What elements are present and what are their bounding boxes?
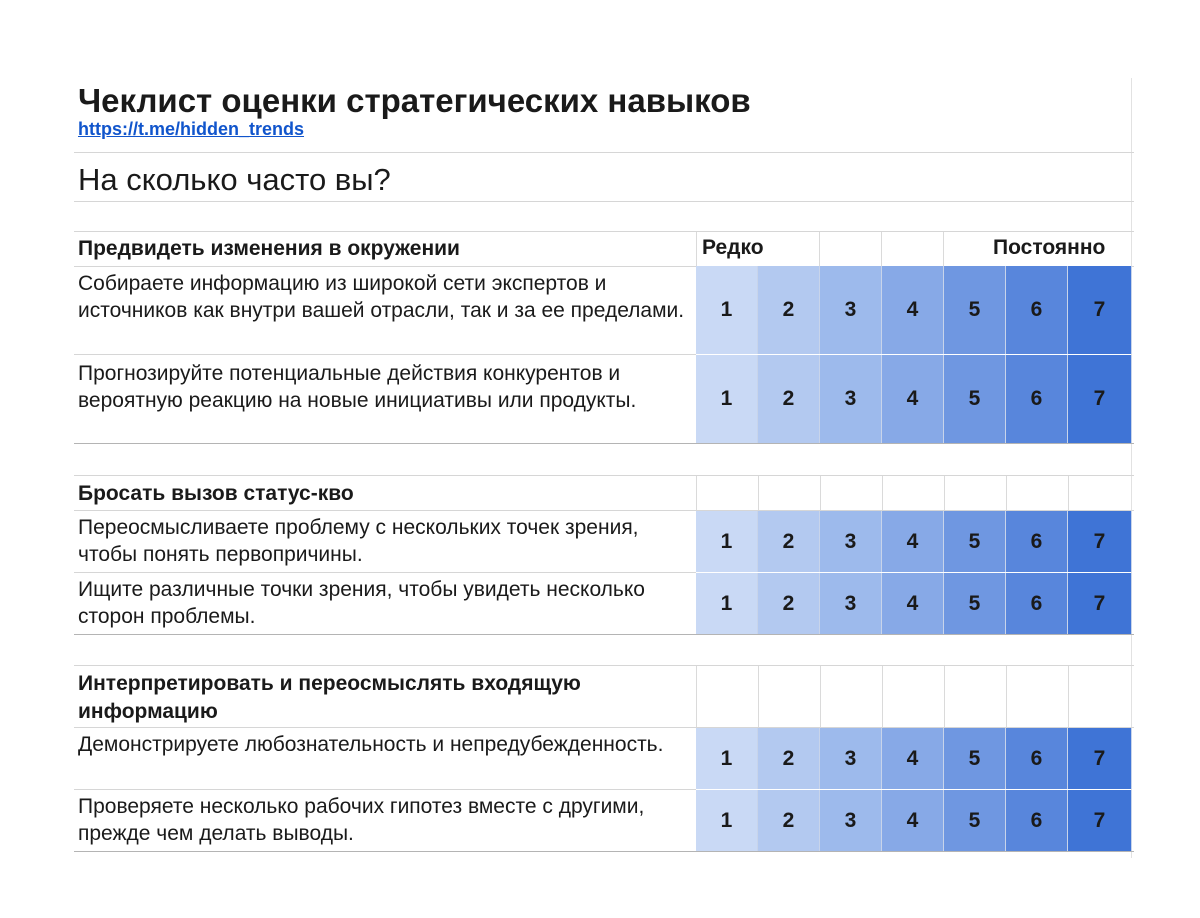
divider: [74, 152, 1134, 153]
rating-option-3[interactable]: 3: [820, 355, 882, 443]
header-cell: [882, 476, 944, 510]
rating-option-5[interactable]: 5: [944, 355, 1006, 443]
section-title: Интерпретировать и переосмыслять входящую информацию: [78, 672, 581, 723]
header-cell: [1068, 476, 1130, 510]
header-cell: [758, 666, 820, 727]
rating-option-7[interactable]: 7: [1068, 511, 1132, 572]
rating-option-2[interactable]: 2: [758, 573, 820, 634]
rating-option-1[interactable]: 1: [696, 790, 758, 851]
header-cell: [820, 476, 882, 510]
item-text: Ищите различные точки зрения, чтобы увидеть несколько сторон проблемы.: [78, 578, 645, 628]
rating-option-1[interactable]: 1: [696, 511, 758, 572]
rating-option-6[interactable]: 6: [1006, 266, 1068, 354]
rating-option-1[interactable]: 1: [696, 355, 758, 443]
divider: [74, 443, 1134, 444]
rating-option-7[interactable]: 7: [1068, 266, 1132, 354]
item-text: Прогнозируйте потенциальные действия конкурентов и вероятную реакцию на новые инициативы или продукты.: [78, 362, 637, 412]
item-text: Переосмысливаете проблему с нескольких точек зрения, чтобы понять первопричины.: [78, 516, 639, 566]
header-cell: [1006, 666, 1068, 727]
rating-option-4[interactable]: 4: [882, 355, 944, 443]
divider: [74, 789, 696, 790]
rating-option-3[interactable]: 3: [820, 573, 882, 634]
rating-option-5[interactable]: 5: [944, 266, 1006, 354]
section-title: Бросать вызов статус-кво: [78, 482, 354, 505]
section-title: Предвидеть изменения в окружении: [78, 237, 460, 260]
header-cell: [944, 666, 1006, 727]
rating-option-1[interactable]: 1: [696, 266, 758, 354]
scale-high-label: Постоянно: [993, 236, 1106, 259]
rating-option-1[interactable]: 1: [696, 573, 758, 634]
divider: [74, 354, 696, 355]
rating-option-6[interactable]: 6: [1006, 573, 1068, 634]
header-cell: [696, 666, 758, 727]
rating-option-4[interactable]: 4: [882, 511, 944, 572]
rating-option-4[interactable]: 4: [882, 790, 944, 851]
rating-option-3[interactable]: 3: [820, 790, 882, 851]
rating-option-4[interactable]: 4: [882, 728, 944, 789]
header-cell: [881, 232, 943, 266]
rating-option-3[interactable]: 3: [820, 511, 882, 572]
rating-option-2[interactable]: 2: [758, 790, 820, 851]
rating-option-4[interactable]: 4: [882, 266, 944, 354]
question-heading: На сколько часто вы?: [78, 162, 391, 197]
item-text: Собираете информацию из широкой сети экспертов и источников как внутри вашей отрасли, так и за ее пределами.: [78, 272, 685, 322]
rating-option-1[interactable]: 1: [696, 728, 758, 789]
header-cell: [1006, 476, 1068, 510]
rating-option-7[interactable]: 7: [1068, 728, 1132, 789]
channel-link[interactable]: https://t.me/hidden_trends: [78, 119, 305, 139]
rating-option-6[interactable]: 6: [1006, 790, 1068, 851]
rating-option-5[interactable]: 5: [944, 511, 1006, 572]
item-text: Проверяете несколько рабочих гипотез вместе с другими, прежде чем делать выводы.: [78, 795, 645, 845]
rating-option-3[interactable]: 3: [820, 728, 882, 789]
header-cell: [696, 476, 758, 510]
scale-low-label: Редко: [702, 236, 764, 259]
header-cell: [819, 232, 881, 266]
rating-option-6[interactable]: 6: [1006, 511, 1068, 572]
rating-option-5[interactable]: 5: [944, 573, 1006, 634]
divider: [74, 634, 1134, 635]
rating-option-7[interactable]: 7: [1068, 355, 1132, 443]
rating-option-2[interactable]: 2: [758, 355, 820, 443]
rating-option-3[interactable]: 3: [820, 266, 882, 354]
rating-option-2[interactable]: 2: [758, 511, 820, 572]
header-cell: [1068, 666, 1130, 727]
rating-option-5[interactable]: 5: [944, 790, 1006, 851]
rating-option-2[interactable]: 2: [758, 266, 820, 354]
page-title: Чеклист оценки стратегических навыков: [78, 82, 751, 119]
divider: [74, 201, 1134, 202]
rating-option-6[interactable]: 6: [1006, 728, 1068, 789]
header-cell: [820, 666, 882, 727]
rating-option-2[interactable]: 2: [758, 728, 820, 789]
rating-option-4[interactable]: 4: [882, 573, 944, 634]
rating-option-7[interactable]: 7: [1068, 573, 1132, 634]
header-cell: [758, 476, 820, 510]
rating-option-7[interactable]: 7: [1068, 790, 1132, 851]
divider: [74, 851, 1134, 852]
divider: [74, 572, 696, 573]
header-cell: [882, 666, 944, 727]
item-text: Демонстрируете любознательность и непредубежденность.: [78, 733, 664, 756]
header-cell: [944, 476, 1006, 510]
rating-option-5[interactable]: 5: [944, 728, 1006, 789]
rating-option-6[interactable]: 6: [1006, 355, 1068, 443]
